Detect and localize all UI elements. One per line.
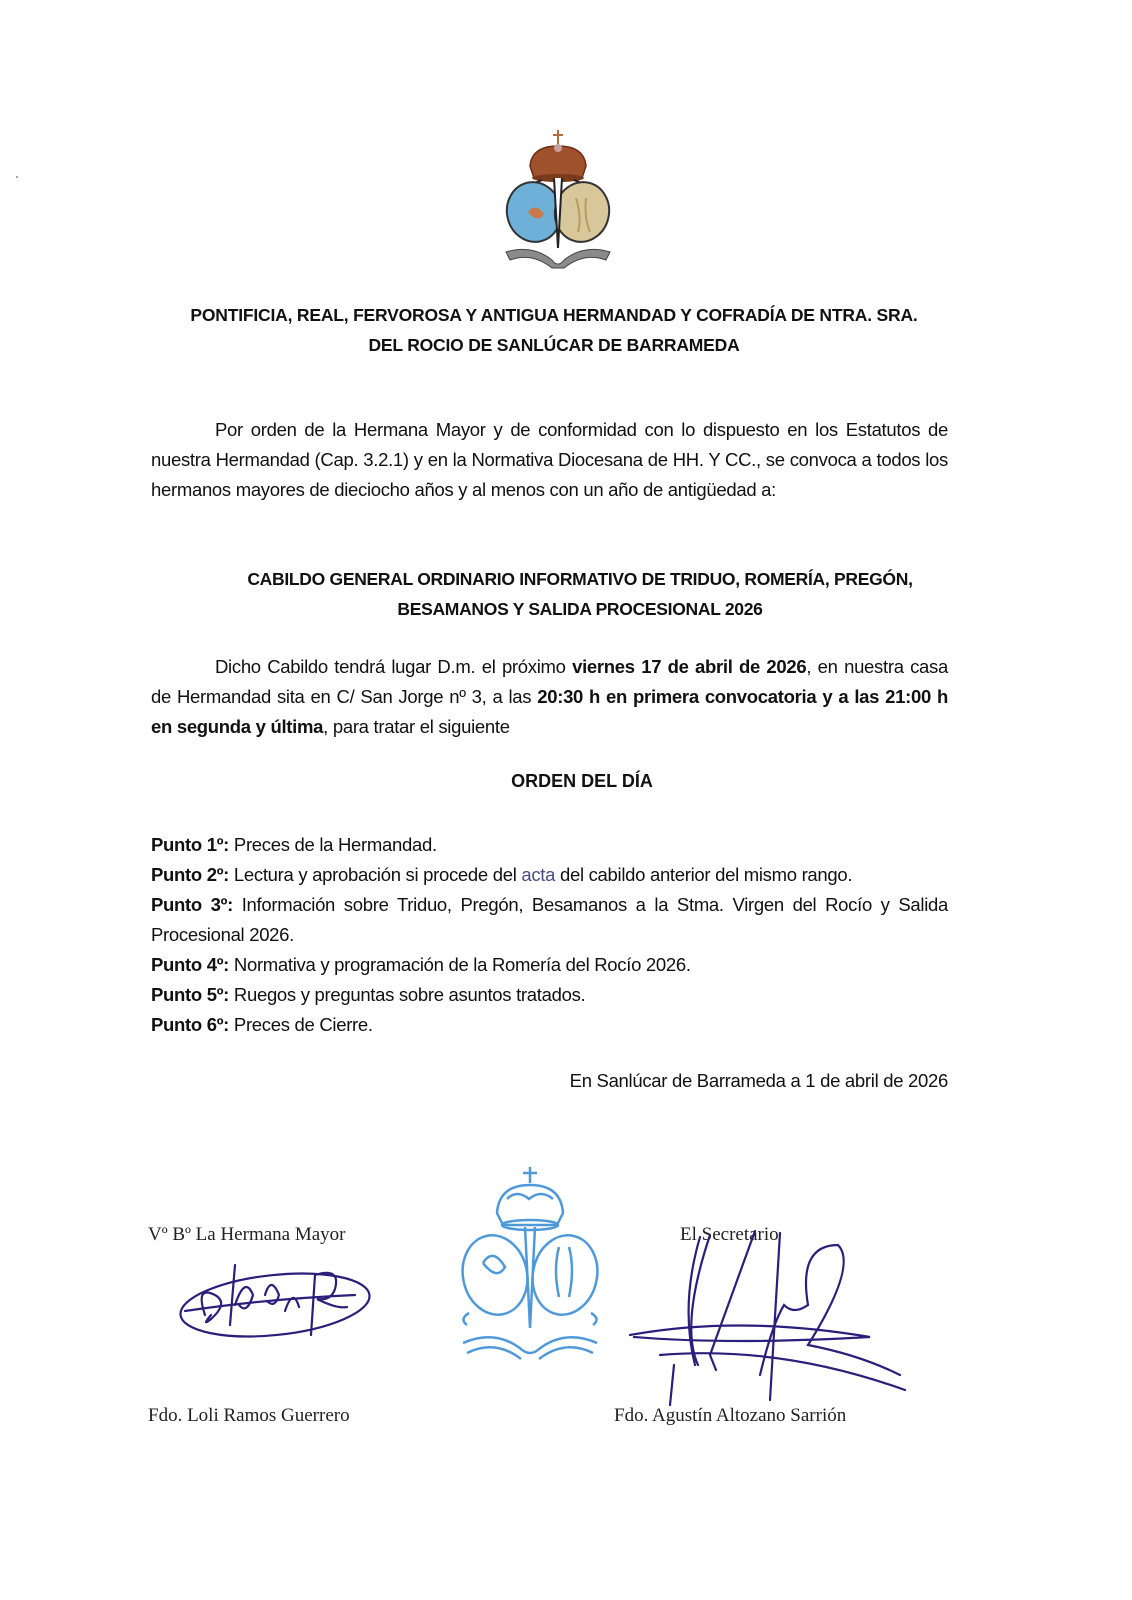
hermana-mayor-role: Vº Bº La Hermana Mayor bbox=[148, 1224, 346, 1245]
hermana-mayor-name: Fdo. Loli Ramos Guerrero bbox=[148, 1405, 350, 1426]
meeting-title bbox=[140, 564, 1020, 624]
organization-title-line2: DEL ROCIO DE SANLÚCAR DE BARRAMEDA bbox=[368, 335, 740, 355]
agenda-item-text: Lectura y aprobación si procede del bbox=[229, 864, 522, 885]
agenda-list bbox=[151, 830, 951, 1040]
agenda-item bbox=[151, 890, 948, 950]
organization-title bbox=[140, 300, 968, 360]
meeting-text-2: , en nuestra casa de Hermandad sita en C/ San Jorge nº 3, a las bbox=[151, 656, 948, 707]
agenda-item-label: Punto 1º: bbox=[151, 834, 230, 855]
meeting-times: 20:30 h en primera convocatoria y a las 21:00 h en segunda y última bbox=[151, 686, 948, 737]
agenda-item-label: Punto 2º: bbox=[151, 864, 230, 885]
agenda-item-highlight: acta bbox=[521, 864, 556, 885]
organization-title-line1: PONTIFICIA, REAL, FERVOROSA Y ANTIGUA HERMANDAD Y COFRADÍA DE NTRA. SRA. bbox=[190, 305, 918, 325]
agenda-item-label: Punto 4º: bbox=[151, 954, 230, 975]
hermana-mayor-signature-icon bbox=[175, 1255, 375, 1355]
brotherhood-stamp-icon bbox=[455, 1163, 605, 1363]
meeting-title-line2: BESAMANOS Y SALIDA PROCESIONAL 2026 bbox=[397, 599, 763, 619]
meeting-text-3: , para tratar el siguiente bbox=[323, 716, 510, 737]
scan-speck bbox=[16, 176, 18, 178]
meeting-date: viernes 17 de abril de 2026 bbox=[572, 656, 807, 677]
agenda-item bbox=[151, 1010, 951, 1040]
agenda-item-text: Preces de Cierre. bbox=[229, 1014, 373, 1035]
secretario-role: El Secretario bbox=[680, 1224, 779, 1245]
agenda-item-label: Punto 5º: bbox=[151, 984, 230, 1005]
agenda-item-label: Punto 3º: bbox=[151, 894, 233, 915]
agenda-item-text: Ruegos y preguntas sobre asuntos tratados. bbox=[229, 984, 586, 1005]
agenda-item-text: Normativa y programación de la Romería del Rocío 2026. bbox=[229, 954, 691, 975]
agenda-item-text: del cabildo anterior del mismo rango. bbox=[555, 864, 853, 885]
agenda-item bbox=[151, 980, 951, 1010]
agenda-item-label: Punto 6º: bbox=[151, 1014, 230, 1035]
secretario-name: Fdo. Agustín Altozano Sarrión bbox=[614, 1405, 847, 1426]
agenda-item-text: Información sobre Triduo, Pregón, Besamanos a la Stma. Virgen del Rocío y Salida Procesional 2026. bbox=[151, 894, 948, 945]
meeting-text-1: Dicho Cabildo tendrá lugar D.m. el próximo bbox=[215, 656, 573, 677]
agenda-item bbox=[151, 950, 951, 980]
place-date-line: En Sanlúcar de Barrameda a 1 de abril de 2026 bbox=[569, 1070, 948, 1091]
secretario-signature-icon bbox=[620, 1225, 920, 1415]
intro-paragraph-text: Por orden de la Hermana Mayor y de conformidad con lo dispuesto en los Estatutos de nuestra Hermandad (Cap. 3.2.1) y en la Normativa Diocesana de HH. Y CC., se convoca a todos los hermanos mayores de dieciocho años y al menos con un año de antigüedad a: bbox=[151, 419, 948, 500]
intro-paragraph bbox=[151, 415, 948, 505]
meeting-paragraph bbox=[151, 652, 948, 742]
agenda-item-text: Preces de la Hermandad. bbox=[229, 834, 437, 855]
brotherhood-crest-icon bbox=[502, 128, 614, 278]
agenda-item bbox=[151, 830, 951, 860]
meeting-title-line1: CABILDO GENERAL ORDINARIO INFORMATIVO DE TRIDUO, ROMERÍA, PREGÓN, bbox=[247, 569, 913, 589]
order-of-day-title: ORDEN DEL DÍA bbox=[511, 771, 653, 791]
agenda-item bbox=[151, 860, 951, 890]
